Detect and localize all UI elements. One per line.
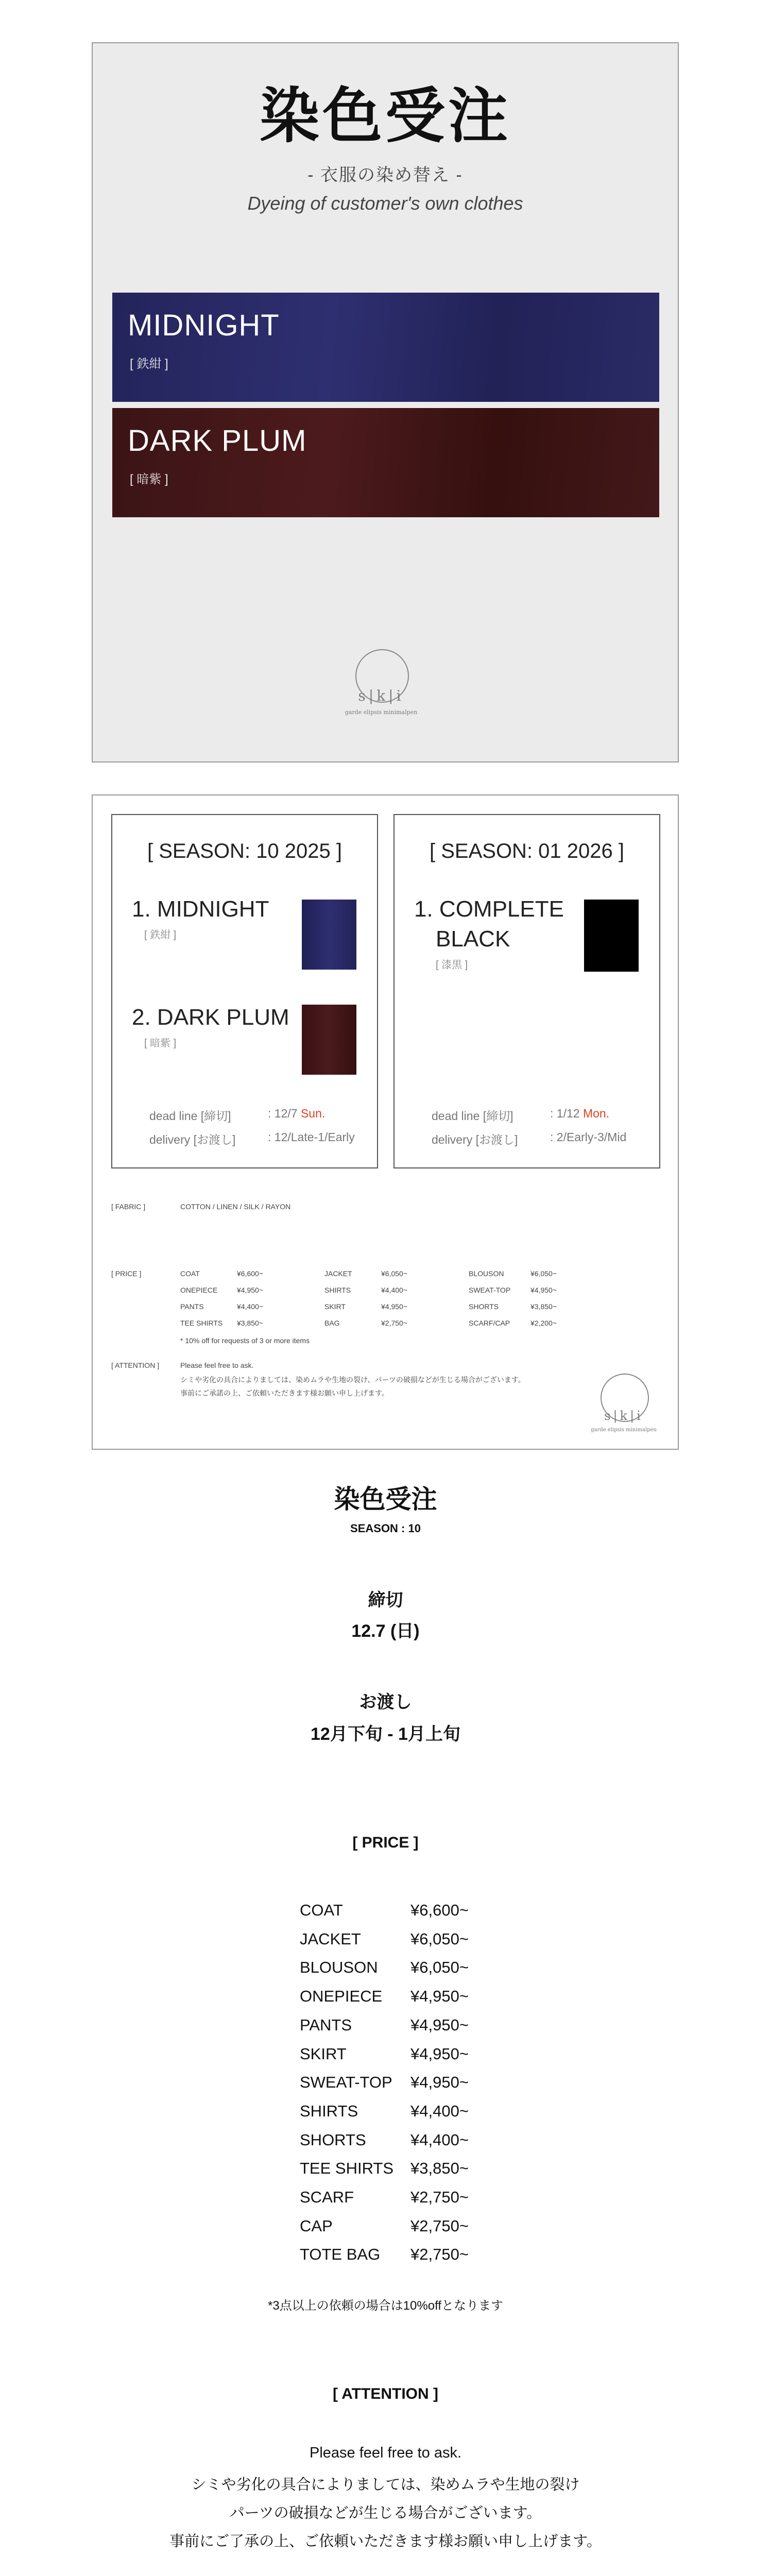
price-cell: ¥4,950~ — [530, 1286, 557, 1294]
price-table — [180, 1269, 644, 1342]
season-10-card — [111, 814, 378, 1168]
season-10-deadline-label: dead line [締切] — [149, 1109, 231, 1123]
midnight-label: MIDNIGHT — [128, 309, 280, 342]
price-cell: COAT — [180, 1269, 200, 1278]
price-cell: ¥6,600~ — [237, 1269, 263, 1278]
price-item-value: ¥4,400~ — [410, 2102, 469, 2120]
order-title: 染色受注 — [334, 1485, 437, 1514]
price-cell: JACKET — [324, 1269, 352, 1278]
price-item-value: ¥4,950~ — [410, 2044, 469, 2063]
delivery-heading: お渡し — [359, 1692, 412, 1712]
midnight-swatch — [302, 900, 356, 970]
deadline-heading: 締切 — [368, 1590, 403, 1610]
attention-line-2: シミや劣化の具合によりましては、染めムラや生地の裂け、パーツの破損などが生じる場合がございます。 — [180, 1376, 525, 1384]
price-item-value: ¥3,850~ — [410, 2159, 469, 2178]
price-cell: ¥4,950~ — [237, 1286, 263, 1294]
season-10-item-2: 2. DARK PLUM — [132, 1005, 289, 1030]
price-cell: BAG — [324, 1319, 340, 1327]
price-cell: ¥6,050~ — [530, 1269, 557, 1278]
price-cell: SCARF/CAP — [469, 1319, 510, 1327]
price-item-name: PANTS — [300, 2015, 352, 2034]
season-10-item-2-kanji: [ 暗紫 ] — [144, 1038, 177, 1049]
price-item-name: CAP — [300, 2216, 333, 2235]
price-cell: ¥2,200~ — [530, 1319, 557, 1327]
price-cell: ¥2,750~ — [381, 1319, 407, 1327]
season-10-item-1: 1. MIDNIGHT — [132, 896, 269, 922]
price-note: * 10% off for requests of 3 or more items — [180, 1336, 310, 1345]
price-cell: ¥3,850~ — [237, 1319, 263, 1327]
attention-line-3: 事前にご承諾の上、ご依頼いただきます様お願い申し上げます。 — [180, 1389, 389, 1397]
price-item-value: ¥4,950~ — [410, 2073, 469, 2092]
poster-subtitle-jp: - 衣服の染め替え - — [307, 165, 463, 185]
attention-heading: [ ATTENTION ] — [333, 2385, 438, 2402]
price-item-value: ¥4,950~ — [410, 1987, 469, 2006]
price-cell: ¥4,400~ — [381, 1286, 407, 1294]
price-cell: ¥4,950~ — [381, 1302, 407, 1311]
dye-service-poster — [92, 42, 679, 762]
price-item-value: ¥2,750~ — [410, 2245, 469, 2264]
season-01-item-1: 1. COMPLETE — [414, 896, 564, 922]
season-01-delivery-label: delivery [お渡し] — [432, 1133, 518, 1146]
attention-line-2: シミや劣化の具合によりましては、染めムラや生地の裂け — [191, 2477, 580, 2493]
season-01-card — [393, 814, 660, 1168]
price-item-name: SWEAT-TOP — [300, 2073, 392, 2092]
season-01-deadline-label: dead line [締切] — [432, 1109, 513, 1123]
price-item-name: BLOUSON — [300, 1958, 378, 1977]
delivery-date: 12月下旬 - 1月上旬 — [311, 1724, 460, 1744]
price-item-value: ¥2,750~ — [410, 2216, 469, 2235]
price-item-value: ¥2,750~ — [410, 2188, 469, 2206]
price-cell: SHIRTS — [324, 1286, 351, 1294]
price-item-value: ¥6,600~ — [410, 1901, 469, 1919]
price-item-value: ¥4,950~ — [410, 2015, 469, 2034]
price-cell: BLOUSON — [469, 1269, 504, 1278]
brand-logo: s|k|i — [358, 687, 404, 704]
price-item-name: ONEPIECE — [300, 1987, 383, 2006]
price-item-name: SCARF — [300, 2188, 354, 2206]
midnight-kanji: [ 鉄紺 ] — [130, 357, 168, 371]
price-cell: ONEPIECE — [180, 1286, 218, 1294]
price-item-value: ¥4,400~ — [410, 2130, 469, 2149]
complete-black-swatch — [584, 900, 639, 972]
price-item-name: SKIRT — [300, 2044, 347, 2063]
price-cell: SHORTS — [469, 1302, 499, 1311]
dark-plum-swatch — [302, 1005, 356, 1075]
price-item-name: SHORTS — [300, 2130, 366, 2149]
season-10-item-1-kanji: [ 鉄紺 ] — [144, 929, 177, 941]
brand-tagline: garde elipsis minimalpen — [345, 709, 418, 716]
brand-logo: s|k|i — [604, 1409, 643, 1423]
price-cell: ¥3,850~ — [530, 1302, 557, 1311]
season-10-delivery: : 12/Late-1/Early — [268, 1130, 355, 1144]
poster-subtitle-en: Dyeing of customer's own clothes — [247, 193, 523, 214]
season-10-deadline: : 12/7 Sun. — [268, 1107, 325, 1120]
price-item-name: JACKET — [300, 1929, 361, 1948]
attention-line-1: Please feel free to ask. — [310, 2445, 461, 2461]
poster-title: 染色受注 — [260, 81, 511, 151]
brand-tagline: garde elipsis minimalpen — [591, 1427, 657, 1433]
deadline-date: 12.7 (日) — [351, 1621, 420, 1641]
price-item-name: COAT — [300, 1901, 343, 1919]
price-cell: ¥4,400~ — [237, 1302, 263, 1311]
season-01-header: [ SEASON: 01 2026 ] — [430, 840, 624, 862]
price-cell: SKIRT — [324, 1302, 346, 1311]
season-schedule-poster — [92, 794, 679, 1450]
price-item-name: TOTE BAG — [300, 2245, 381, 2264]
dark-plum-kanji: [ 暗紫 ] — [130, 472, 168, 486]
attention-label: [ ATTENTION ] — [111, 1361, 160, 1369]
order-season: SEASON : 10 — [350, 1522, 421, 1535]
price-cell: TEE SHIRTS — [180, 1319, 223, 1327]
dark-plum-label: DARK PLUM — [128, 424, 307, 457]
season-01-item-1-line2: BLACK — [436, 926, 510, 952]
price-label: [ PRICE ] — [111, 1269, 142, 1278]
season-01-item-1-kanji: [ 漆黒 ] — [436, 959, 468, 971]
fabric-value: COTTON / LINEN / SILK / RAYON — [180, 1202, 291, 1211]
price-cell: ¥6,050~ — [381, 1269, 407, 1278]
fabric-label: [ FABRIC ] — [111, 1202, 146, 1211]
price-heading: [ PRICE ] — [352, 1834, 419, 1851]
price-cell: SWEAT-TOP — [469, 1286, 511, 1294]
dark-plum-color-bar — [112, 408, 659, 517]
season-10-delivery-label: delivery [お渡し] — [149, 1133, 236, 1146]
attention-line-3: パーツの破損などが生じる場合がございます。 — [229, 2505, 542, 2521]
attention-line-4: 事前にご了承の上、ご依頼いただきます様お願い申し上げます。 — [169, 2533, 602, 2550]
price-item-value: ¥6,050~ — [410, 1929, 469, 1948]
price-item-name: TEE SHIRTS — [300, 2159, 394, 2178]
season-10-header: [ SEASON: 10 2025 ] — [147, 840, 342, 862]
season-01-deadline: : 1/12 Mon. — [550, 1107, 610, 1120]
price-item-name: SHIRTS — [300, 2102, 358, 2120]
midnight-color-bar — [112, 293, 659, 402]
price-item-value: ¥6,050~ — [410, 1958, 469, 1977]
season-01-delivery: : 2/Early-3/Mid — [550, 1130, 627, 1144]
price-cell: PANTS — [180, 1302, 204, 1311]
attention-line-1: Please feel free to ask. — [180, 1361, 254, 1369]
discount-note: *3点以上の依頼の場合は10%offとなります — [268, 2299, 503, 2313]
